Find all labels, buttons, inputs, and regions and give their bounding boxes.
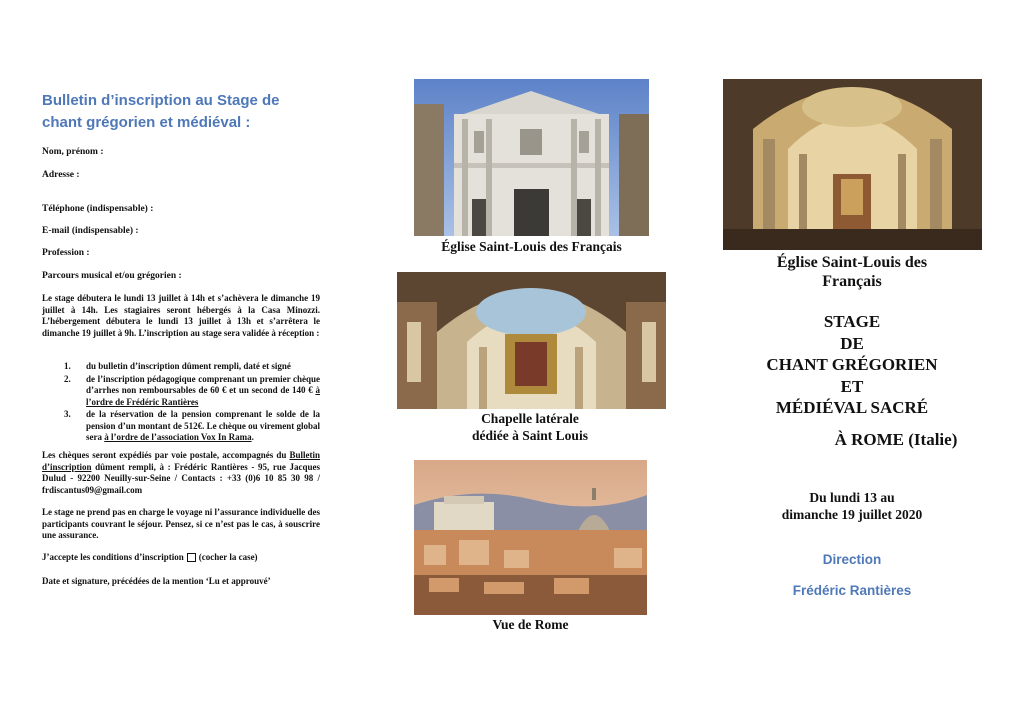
church-facade-image (414, 79, 649, 236)
caption-church: Église Saint-Louis des Français (441, 239, 622, 254)
rome-view-image (414, 460, 647, 615)
intro-paragraph: Le stage débutera le lundi 13 juillet à 14h et s’achèvera le dimanche 19 juillet à 14h. Les stagiaires seront hébergés à la Casa Minozzi. L’hébergement débutera le lundi 13 juillet à 13h et s’arrêtera le dimanche 19 juillet à 9h. L’inscription au stage sera validée à réception : (42, 293, 320, 338)
church-facade-photo (414, 79, 649, 236)
caption-rome: Vue de Rome (492, 617, 569, 632)
chapel-image (397, 272, 666, 409)
field-address: Adresse : (42, 170, 80, 180)
field-name: Nom, prénom : (42, 147, 104, 157)
list-item: 1. du bulletin d’inscription dûment rempli, daté et signé (64, 361, 291, 371)
cover-dates: Du lundi 13 au dimanche 19 juillet 2020 (781, 490, 923, 522)
rome-view-photo (414, 460, 647, 615)
church-interior-image (723, 79, 982, 250)
list-item: 2. de l’inscription pédagogique comprenant un premier chèque d’arrhes non remboursables de 60 € et un second de 140 € à l’ordre de Frédéric Rantières (64, 373, 320, 407)
registration-form (42, 90, 322, 146)
form-heading: Bulletin d’inscription au Stage de chant grégorien et médiéval : (42, 92, 280, 131)
field-profession: Profession : (42, 248, 90, 258)
accept-line: J’accepte les conditions d’inscription (cocher la case) (42, 552, 258, 562)
cover-location: À ROME (Italie) (834, 430, 958, 449)
field-phone: Téléphone (indispensable) : (42, 204, 154, 214)
insurance-paragraph: Le stage ne prend pas en charge le voyage ni l’assurance individuelle des participants couvrant le séjour. Pensez, si ce n’est pas le cas, à souscrire une assurance. (42, 507, 320, 540)
mail-paragraph: Les chèques seront expédiés par voie postale, accompagnés du Bulletin d’inscription dûment rempli, à : Frédéric Rantières - 95, rue Jacques Dulud - 92200 Neuilly-sur-Seine / Contacts : +33 (0)6 10 85 30 98 / frdiscantus09@gmail.com (42, 450, 320, 495)
field-email: E-mail (indispensable) : (42, 226, 139, 236)
cover-church-name: Église Saint-Louis des Français (776, 254, 928, 290)
field-background: Parcours musical et/ou grégorien : (42, 271, 182, 281)
accept-checkbox[interactable] (187, 553, 196, 562)
caption-chapel: Chapelle latérale dédiée à Saint Louis (472, 411, 588, 443)
cover-stage-title: STAGE DE CHANT GRÉGORIEN ET MÉDIÉVAL SACRÉ (766, 312, 938, 417)
requirements-list (64, 361, 320, 445)
cover-direction-label: Direction (822, 552, 882, 567)
cover-director-name: Frédéric Rantières (792, 583, 912, 598)
list-item: 3. de la réservation de la pension comprenant le solde de la pension d’un montant de 512€. Le chèque ou virement global sera à l’ordre de l’association Vox In Rama. (64, 409, 320, 442)
church-interior-photo (723, 79, 982, 250)
chapel-photo (397, 272, 666, 409)
signature-line: Date et signature, précédées de la mention ‘Lu et approuvé’ (42, 576, 271, 586)
